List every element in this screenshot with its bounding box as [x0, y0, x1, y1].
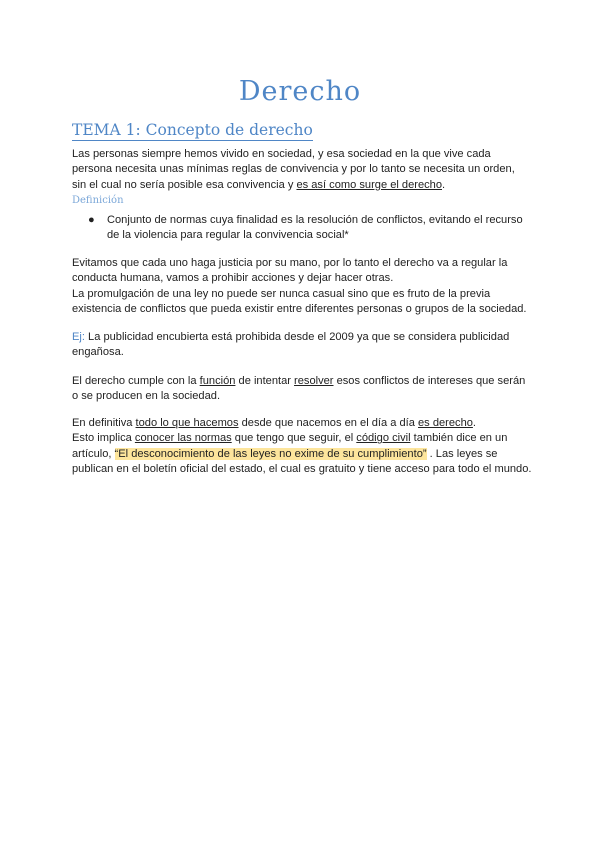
p4-f: también dice en un artículo,	[72, 432, 508, 460]
bullet-icon: ●	[88, 214, 95, 226]
p4-u3: conocer las normas	[134, 432, 232, 445]
p3-resolver: resolver	[294, 375, 334, 387]
intro-text: Las personas siempre hemos vivido en sociedad, y esa sociedad en la que vive cada persona necesita unas mínimas reglas de convivencia y por lo tanto se necesita un orden, sin el cual no sería posible esa convivencia y	[72, 148, 515, 191]
highlighted-quote: “El desconocimiento de las leyes no exime de su cumplimiento”	[114, 447, 427, 460]
p4-a: En definitiva	[72, 417, 136, 429]
p4-u2: es derecho	[418, 417, 473, 429]
p4-u1: todo lo que hacemos	[135, 417, 239, 429]
example-paragraph	[72, 330, 532, 361]
paragraph-conclusion	[72, 416, 532, 478]
paragraph-regulation	[72, 256, 532, 318]
definition-heading: Definición	[72, 195, 124, 206]
paragraph-regulation-line2: La promulgación de una ley no puede ser nunca casual sino que es fruto de la previa existencia de conflictos que pueda existir entre diferentes personas o grupos de la sociedad.	[72, 287, 527, 316]
intro-end: .	[442, 178, 446, 191]
p3-c: esos conflictos de intereses que serán o se producen en la sociedad.	[72, 375, 526, 403]
p4-b: desde que nacemos en el día a día	[238, 417, 419, 429]
example-text: La publicidad encubierta está prohibida desde el 2009 ya que se considera publicidad engañosa.	[72, 331, 510, 359]
p3-a: El derecho cumple con la	[72, 375, 200, 387]
page-title: Derecho	[238, 76, 362, 107]
intro-paragraph	[72, 147, 532, 193]
p3-b: de intentar	[235, 375, 295, 387]
example-label: Ej:	[72, 331, 85, 343]
definition-text: Conjunto de normas cuya finalidad es la resolución de conflictos, evitando el recurso de la violencia para regular la convivencia social*	[107, 214, 523, 242]
p4-c: .	[472, 417, 476, 429]
intro-underlined: es así como surge el derecho	[296, 178, 442, 191]
p4-e: que tengo que seguir, el	[231, 432, 357, 445]
p4-u4: código civil	[356, 432, 411, 445]
paragraph-regulation-line1: Evitamos que cada uno haga justicia por su mano, por lo tanto el derecho va a regular la conducta humana, vamos a prohibir acciones y dejar hacer otras.	[72, 257, 508, 285]
p4-d: Esto implica	[72, 432, 135, 445]
paragraph-function	[72, 374, 532, 405]
p4-g: . Las leyes se publican en el boletín oficial del estado, el cual es gratuito y tiene acceso para todo el mundo.	[72, 447, 532, 476]
definition-list-item	[88, 213, 538, 244]
p3-funcion: función	[199, 375, 236, 387]
section-heading: TEMA 1: Concepto de derecho	[72, 121, 313, 139]
